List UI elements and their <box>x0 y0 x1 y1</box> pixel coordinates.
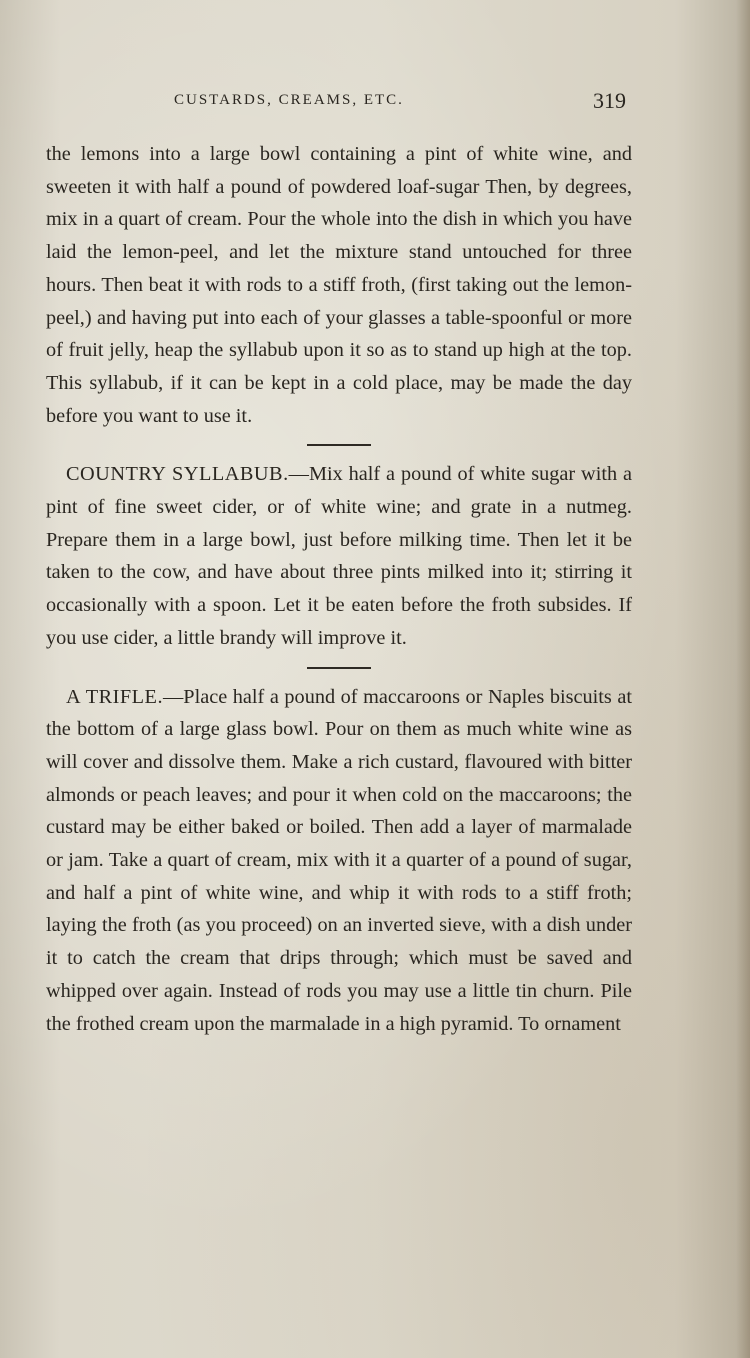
paragraph-country-syllabub <box>46 458 632 654</box>
paragraph-text: —Place half a pound of maccaroons or Naples biscuits at the bottom of a large glass bowl. Pour on them as much white wine as will cover and dissolve them. Make a rich custard, flavoured with bitter almonds or peach leaves; and pour it when cold on the maccaroons; the custard may be either baked or boiled. Then add a layer of marmalade or jam. Take a quart of cream, mix with it a quarter of a pound of sugar, and half a pint of white wine, and whip it with rods to a stiff froth; laying the froth (as you proceed) on an inverted sieve, with a dish under it to catch the cream that drips through; which must be saved and whipped over again. Instead of rods you may use a little tin churn. Pile the frothed cream upon the marmalade in a high pyramid. To ornament <box>46 685 632 1035</box>
running-head: CUSTARDS, CREAMS, ETC. <box>174 92 404 108</box>
page-header <box>44 88 634 124</box>
section-divider <box>307 444 371 446</box>
paragraph-trifle <box>46 681 632 1041</box>
page-number: 319 <box>593 88 626 113</box>
page-body <box>46 138 632 1040</box>
page-edge-shadow <box>736 0 750 1358</box>
recipe-title: A TRIFLE. <box>66 685 164 708</box>
paragraph-text: —Mix half a pound of white sugar with a pint of fine sweet cider, or of white wine; and grate in a nutmeg. Prepare them in a large bowl, just before milking time. Then let it be taken to the cow, and have about three pints milked into it; stirring it occasionally with a spoon. Let it be eaten before the froth subsides. If you use cider, a little brandy will improve it. <box>46 463 632 649</box>
paragraph-syllabub-continued <box>46 138 632 432</box>
paragraph-text: the lemons into a large bowl containing a pint of white wine, and sweeten it with half a pound of powdered loaf-sugar Then, by degrees, mix in a quart of cream. Pour the whole into the dish in which you have laid the lemon-peel, and let the mixture stand untouched for three hours. Then beat it with rods to a stiff froth, (first taking out the lemon-peel,) and having put into each of your glasses a table-spoonful or more of fruit jelly, heap the syllabub upon it so as to stand up high at the top. This syllabub, if it can be kept in a cold place, may be made the day before you want to use it. <box>46 143 632 427</box>
section-divider <box>307 667 371 669</box>
recipe-title: COUNTRY SYLLABUB. <box>66 463 289 486</box>
